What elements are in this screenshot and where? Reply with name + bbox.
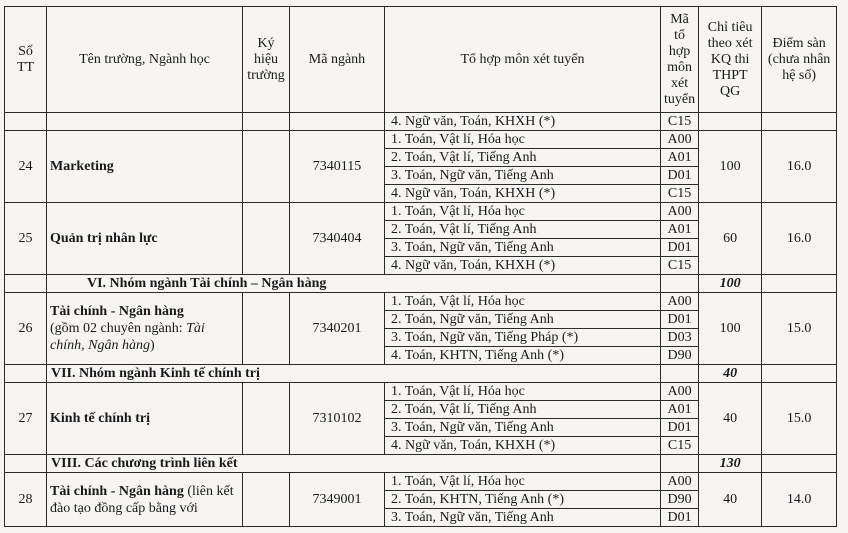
combo-code: A00 bbox=[661, 131, 699, 149]
subject-combo: 1. Toán, Vật lí, Hóa học bbox=[385, 131, 661, 149]
group-title: VI. Nhóm ngành Tài chính – Ngân hàng bbox=[47, 275, 661, 293]
subject-combo: 3. Toán, Ngữ văn, Tiếng Anh bbox=[385, 167, 661, 185]
subject-combo: 3. Toán, Ngữ văn, Tiếng Anh bbox=[385, 239, 661, 257]
subject-combo: 3. Toán, Ngữ văn, Tiếng Anh bbox=[385, 509, 661, 527]
combo-code: A00 bbox=[661, 383, 699, 401]
row-number: 25 bbox=[5, 203, 47, 275]
group-row bbox=[5, 365, 837, 383]
major-name: Tài chính - Ngân hàng bbox=[50, 483, 184, 499]
group-row bbox=[5, 455, 837, 473]
major-code: 7340115 bbox=[290, 131, 385, 203]
major-name-cell bbox=[47, 473, 243, 527]
subject-combo: 4. Ngữ văn, Toán, KHXH (*) bbox=[385, 185, 661, 203]
major-name-cell bbox=[47, 293, 243, 365]
subject-combo: 1. Toán, Vật lí, Hóa học bbox=[385, 293, 661, 311]
subject-combo: 1. Toán, Vật lí, Hóa học bbox=[385, 473, 661, 491]
major-note: (gồm 02 chuyên ngành: bbox=[50, 321, 187, 336]
subject-combo: 4. Ngữ văn, Toán, KHXH (*) bbox=[385, 257, 661, 275]
group-row bbox=[5, 275, 837, 293]
major-code: 7349001 bbox=[290, 473, 385, 527]
subject-combo: 4. Ngữ văn, Toán, KHXH (*) bbox=[385, 113, 661, 131]
floor-score: 16.0 bbox=[762, 131, 837, 203]
floor-score: 15.0 bbox=[762, 293, 837, 365]
combo-code: A00 bbox=[661, 203, 699, 221]
admissions-table bbox=[4, 6, 837, 527]
row-number: 24 bbox=[5, 131, 47, 203]
combo-code: C15 bbox=[661, 257, 699, 275]
major-note: (liên kết đào tạo đồng cấp bằng với bbox=[50, 483, 234, 516]
subject-combo: 2. Toán, Vật lí, Tiếng Anh bbox=[385, 221, 661, 239]
subject-combo: 3. Toán, Ngữ văn, Tiếng Anh bbox=[385, 419, 661, 437]
group-total: 130 bbox=[699, 455, 762, 473]
row-number: 27 bbox=[5, 383, 47, 455]
major-name: Quản trị nhân lực bbox=[47, 203, 243, 275]
subject-combo: 2. Toán, Ngữ văn, Tiếng Anh bbox=[385, 311, 661, 329]
major-note-end: ) bbox=[149, 338, 155, 353]
combo-code: C15 bbox=[661, 437, 699, 455]
combo-code: D01 bbox=[661, 311, 699, 329]
combo-code: C15 bbox=[661, 113, 699, 131]
header-quota: Chỉ tiêu theo xét KQ thi THPT QG bbox=[699, 7, 762, 113]
group-total: 40 bbox=[699, 365, 762, 383]
table-row bbox=[5, 473, 837, 491]
group-title: VIII. Các chương trình liên kết bbox=[47, 455, 661, 473]
floor-score: 16.0 bbox=[762, 203, 837, 275]
major-code: 7340404 bbox=[290, 203, 385, 275]
header-stt: Số TT bbox=[5, 7, 47, 113]
table-row bbox=[5, 131, 837, 149]
quota: 60 bbox=[699, 203, 762, 275]
major-code: 7340201 bbox=[290, 293, 385, 365]
combo-code: D90 bbox=[661, 491, 699, 509]
combo-code: D03 bbox=[661, 329, 699, 347]
major-code: 7310102 bbox=[290, 383, 385, 455]
subject-combo: 2. Toán, Vật lí, Tiếng Anh bbox=[385, 149, 661, 167]
group-total: 100 bbox=[699, 275, 762, 293]
major-name: Tài chính - Ngân hàng bbox=[50, 304, 184, 319]
combo-code: A00 bbox=[661, 293, 699, 311]
combo-code: A01 bbox=[661, 401, 699, 419]
quota: 100 bbox=[699, 131, 762, 203]
combo-code: A00 bbox=[661, 473, 699, 491]
subject-combo: 4. Toán, KHTN, Tiếng Anh (*) bbox=[385, 347, 661, 365]
quota: 40 bbox=[699, 383, 762, 455]
quota: 40 bbox=[699, 473, 762, 527]
header-name: Tên trường, Ngành học bbox=[47, 7, 243, 113]
combo-code: A01 bbox=[661, 149, 699, 167]
subject-combo: 4. Ngữ văn, Toán, KHXH (*) bbox=[385, 437, 661, 455]
quota: 100 bbox=[699, 293, 762, 365]
combo-code: D01 bbox=[661, 239, 699, 257]
combo-code: D01 bbox=[661, 419, 699, 437]
header-major-code: Mã ngành bbox=[290, 7, 385, 113]
row-number: 28 bbox=[5, 473, 47, 527]
row-number: 26 bbox=[5, 293, 47, 365]
major-note-italic: Tài chính, Ngân hàng bbox=[50, 321, 205, 353]
combo-code: A01 bbox=[661, 221, 699, 239]
header-school-code: Ký hiệu trường bbox=[243, 7, 290, 113]
subject-combo: 1. Toán, Vật lí, Hóa học bbox=[385, 383, 661, 401]
subject-combo: 2. Toán, KHTN, Tiếng Anh (*) bbox=[385, 491, 661, 509]
table-row bbox=[5, 203, 837, 221]
floor-score: 15.0 bbox=[762, 383, 837, 455]
combo-code: D90 bbox=[661, 347, 699, 365]
combo-code: D01 bbox=[661, 509, 699, 527]
subject-combo: 2. Toán, Vật lí, Tiếng Anh bbox=[385, 401, 661, 419]
table-row bbox=[5, 293, 837, 311]
subject-combo: 1. Toán, Vật lí, Hóa học bbox=[385, 203, 661, 221]
subject-combo: 3. Toán, Ngữ văn, Tiếng Pháp (*) bbox=[385, 329, 661, 347]
floor-score: 14.0 bbox=[762, 473, 837, 527]
group-title: VII. Nhóm ngành Kinh tế chính trị bbox=[47, 365, 661, 383]
header-floor-score: Điểm sàn (chưa nhân hệ số) bbox=[762, 7, 837, 113]
major-name: Kinh tế chính trị bbox=[47, 383, 243, 455]
combo-code: C15 bbox=[661, 185, 699, 203]
header-subject-combo: Tổ hợp môn xét tuyển bbox=[385, 7, 661, 113]
combo-code: D01 bbox=[661, 167, 699, 185]
header-combo-code: Mã tổ hợp môn xét tuyển bbox=[661, 7, 699, 113]
table-row bbox=[5, 113, 837, 131]
table-header-row bbox=[5, 7, 837, 113]
major-name: Marketing bbox=[47, 131, 243, 203]
table-row bbox=[5, 383, 837, 401]
